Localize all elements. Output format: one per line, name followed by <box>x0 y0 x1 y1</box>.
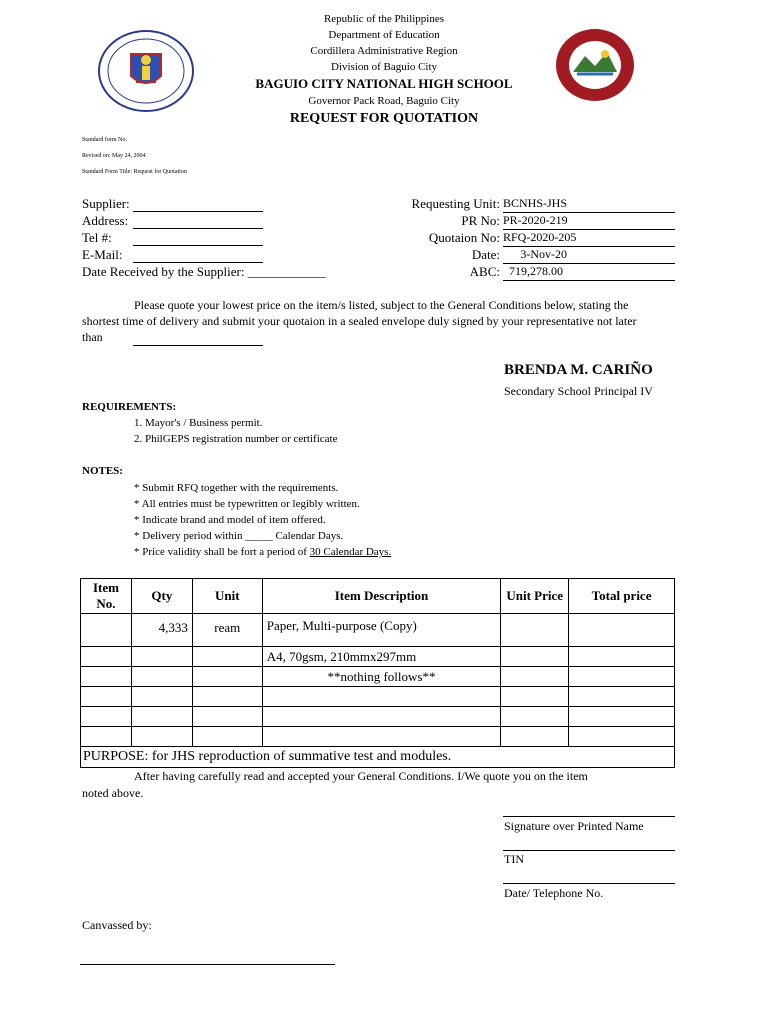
school-name: BAGUIO CITY NATIONAL HIGH SCHOOL <box>255 76 513 91</box>
date-value-box <box>503 247 675 264</box>
page-title: REQUEST FOR QUOTATION <box>289 111 479 126</box>
school-address: Governor Pack Road, Baguio City <box>308 95 460 107</box>
note-validity-prefix: * Price validity shall be fort a period of <box>134 546 310 558</box>
cell-description: A4, 70gsm, 210mmx297mm <box>262 647 501 667</box>
closing-line-1: After having carefully read and accepted your General Conditions. I/We quote you on the item <box>134 769 588 783</box>
table-row <box>81 647 675 667</box>
principal-title: Secondary School Principal IV <box>504 384 653 398</box>
purpose-row <box>81 747 675 768</box>
table-row <box>81 667 675 687</box>
requirement-item: 2. PhilGEPS registration number or certificate <box>134 433 338 445</box>
email-label: E-Mail: <box>82 247 123 262</box>
cell-description <box>262 727 501 747</box>
col-header-qty: Qty <box>131 579 192 614</box>
std-form-title: Standard Form Title: Request for Quotation <box>82 169 187 175</box>
cell-total-price[interactable] <box>569 614 675 647</box>
deadline-field[interactable] <box>133 345 263 346</box>
date-telephone-label: Date/ Telephone No. <box>504 886 604 900</box>
requirements-heading: REQUIREMENTS: <box>82 401 177 413</box>
principal-name: BRENDA M. CARIÑO <box>504 362 653 378</box>
intro-line-3: than <box>82 330 103 344</box>
cell-unit-price[interactable] <box>501 727 569 747</box>
cell-description <box>262 687 501 707</box>
cell-unit: ream <box>192 614 262 647</box>
cell-unit-price[interactable] <box>501 667 569 687</box>
tel-field[interactable] <box>133 245 263 246</box>
table-row <box>81 687 675 707</box>
cell-total-price[interactable] <box>569 707 675 727</box>
cell-unit <box>192 667 262 687</box>
cell-unit <box>192 727 262 747</box>
header-line-region: Cordillera Administrative Region <box>310 45 458 57</box>
note-item: * All entries must be typewritten or legibly written. <box>134 498 360 510</box>
cell-unit <box>192 707 262 727</box>
cell-qty <box>131 687 192 707</box>
items-table <box>80 578 675 768</box>
canvassed-by-field[interactable] <box>80 964 335 965</box>
cell-item-no <box>81 687 132 707</box>
table-row <box>81 727 675 747</box>
tel-label: Tel #: <box>82 230 112 245</box>
note-validity <box>134 546 391 558</box>
notes-heading: NOTES: <box>82 465 123 477</box>
std-form-no: Standard form No: <box>82 137 127 143</box>
requirement-item: 1. Mayor's / Business permit. <box>134 417 263 429</box>
tin-label: TIN <box>504 852 524 866</box>
intro-line-2: shortest time of delivery and submit your quotaion in a sealed envelope duly signed by your representative not later <box>82 314 637 328</box>
pr-no-label: PR No: <box>461 213 500 228</box>
cell-item-no <box>81 647 132 667</box>
cell-unit-price[interactable] <box>501 707 569 727</box>
cell-description: Paper, Multi-purpose (Copy) <box>262 614 501 647</box>
abc-value-box <box>503 264 675 281</box>
date-value: 3-Nov-20 <box>520 247 567 261</box>
table-row <box>81 707 675 727</box>
header-line-republic: Republic of the Philippines <box>323 13 445 25</box>
email-field[interactable] <box>133 262 263 263</box>
cell-unit <box>192 687 262 707</box>
cell-item-no <box>81 707 132 727</box>
cell-item-no <box>81 614 132 647</box>
supplier-field[interactable] <box>133 211 263 212</box>
cell-description: **nothing follows** <box>262 667 501 687</box>
date-label: Date: <box>471 247 500 262</box>
address-field[interactable] <box>133 228 263 229</box>
canvassed-by-label: Canvassed by: <box>82 918 152 932</box>
col-header-unit-price: Unit Price <box>501 579 569 614</box>
cell-unit <box>192 647 262 667</box>
cell-total-price[interactable] <box>569 647 675 667</box>
abc-label: ABC: <box>469 264 500 279</box>
intro-line-1: Please quote your lowest price on the item/s listed, subject to the General Conditions below, stating the <box>134 298 629 312</box>
table-row <box>81 614 675 647</box>
closing-line-2: noted above. <box>82 786 144 800</box>
date-telephone-field[interactable] <box>503 883 675 884</box>
note-validity-days: 30 Calendar Days. <box>309 546 392 558</box>
header-line-division: Division of Baguio City <box>330 61 438 73</box>
abc-value: 719,278.00 <box>509 264 563 278</box>
note-item: * Submit RFQ together with the requirements. <box>134 482 339 494</box>
date-received-label: Date Received by the Supplier: ____________ <box>82 264 326 279</box>
cell-total-price[interactable] <box>569 687 675 707</box>
pr-no-value: PR-2020-219 <box>503 213 675 230</box>
cell-description <box>262 707 501 727</box>
cell-total-price[interactable] <box>569 727 675 747</box>
cell-item-no <box>81 727 132 747</box>
tin-field[interactable] <box>503 850 675 851</box>
purpose-text: PURPOSE: for JHS reproduction of summative test and modules. <box>81 747 675 768</box>
table-header-row <box>81 579 675 614</box>
quotation-no-value: RFQ-2020-205 <box>503 230 675 247</box>
col-header-item-no: Item No. <box>81 579 132 614</box>
cell-unit-price[interactable] <box>501 687 569 707</box>
cell-qty <box>131 727 192 747</box>
address-label: Address: <box>82 213 129 228</box>
quotation-no-label: Quotaion No: <box>428 230 500 245</box>
cell-qty: 4,333 <box>131 614 192 647</box>
col-header-total-price: Total price <box>569 579 675 614</box>
header-line-deped: Department of Education <box>328 29 440 41</box>
cell-qty <box>131 667 192 687</box>
cell-unit-price[interactable] <box>501 614 569 647</box>
signature-field[interactable] <box>503 816 675 817</box>
cell-unit-price[interactable] <box>501 647 569 667</box>
signature-label: Signature over Printed Name <box>504 819 644 833</box>
col-header-description: Item Description <box>262 579 501 614</box>
col-header-unit: Unit <box>192 579 262 614</box>
revised-date: Revised on: May 24, 2004 <box>82 153 146 159</box>
supplier-label: Supplier: <box>82 196 130 211</box>
note-item: * Indicate brand and model of item offered. <box>134 514 326 526</box>
requesting-unit-label: Requesting Unit: <box>411 196 500 211</box>
cell-total-price[interactable] <box>569 667 675 687</box>
note-item: * Delivery period within _____ Calendar Days. <box>134 530 344 542</box>
cell-qty <box>131 647 192 667</box>
cell-qty <box>131 707 192 727</box>
requesting-unit-value: BCNHS-JHS <box>503 196 675 213</box>
cell-item-no <box>81 667 132 687</box>
